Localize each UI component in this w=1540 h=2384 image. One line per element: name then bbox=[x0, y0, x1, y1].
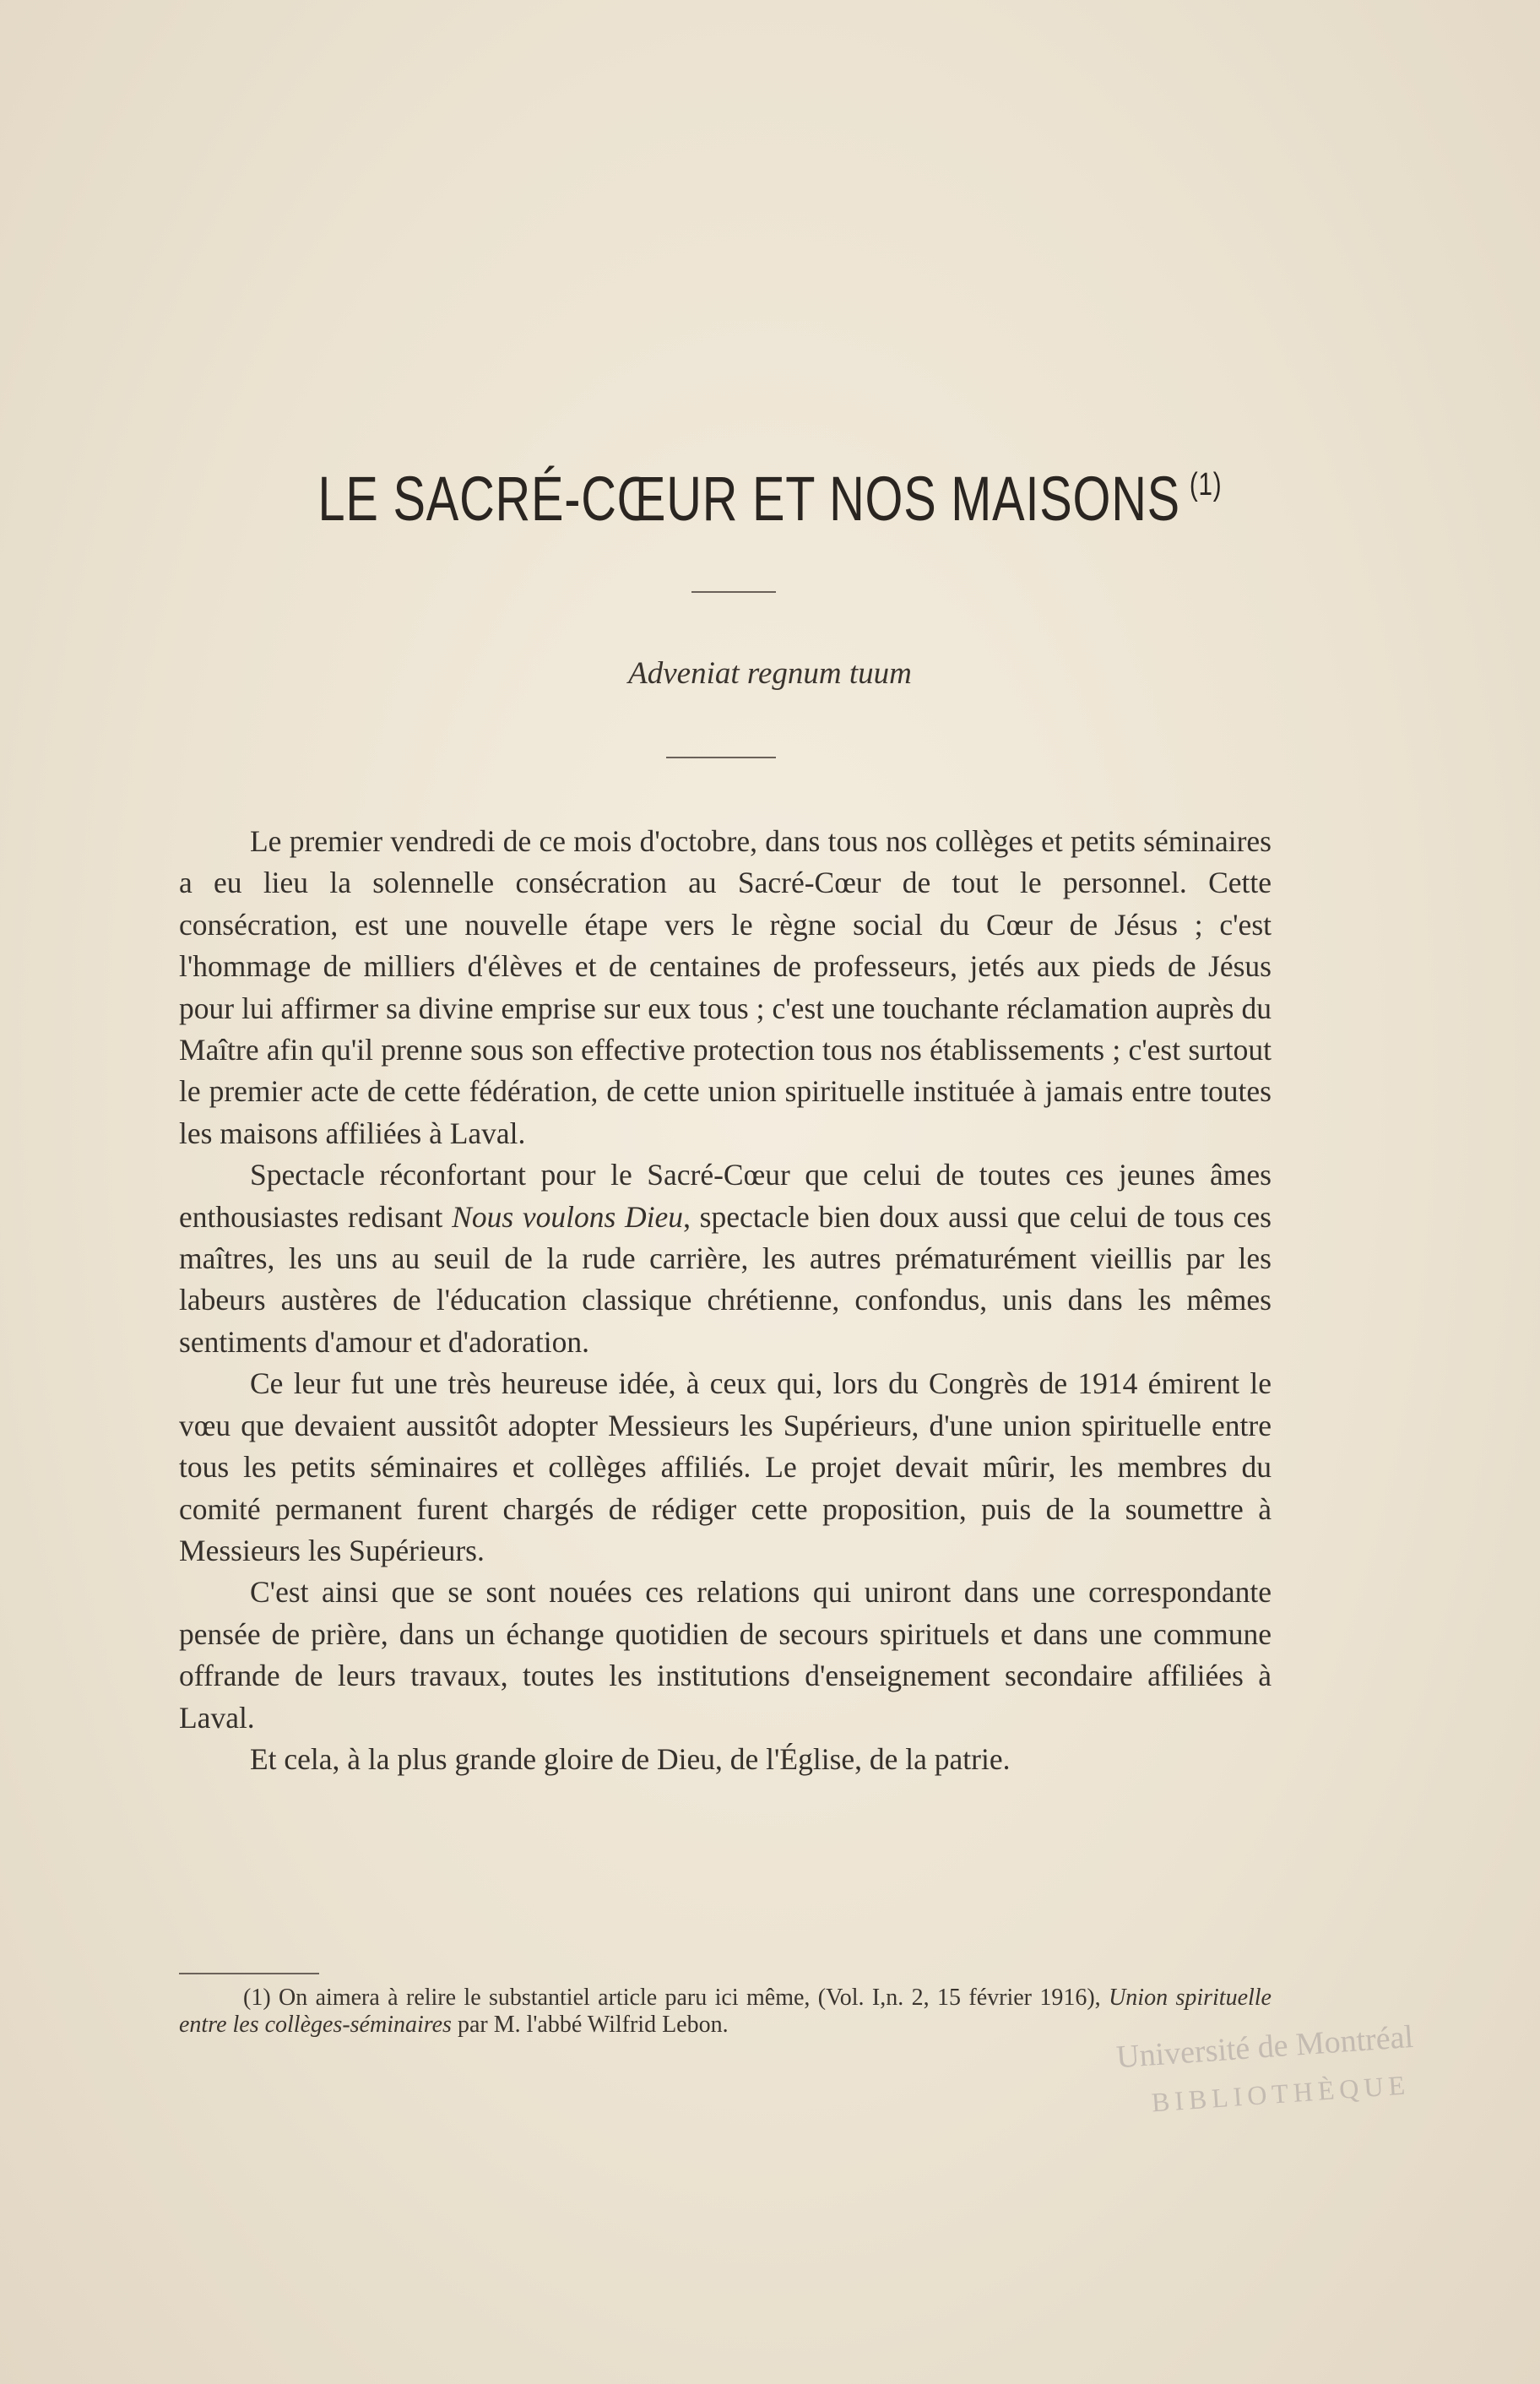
paragraph-5: Et cela, à la plus grande gloire de Dieu, de l'Église, de la patrie. bbox=[250, 1741, 1011, 1776]
footnote-part-2: par M. l'abbé Wilfrid Lebon. bbox=[451, 2012, 729, 2038]
article-body bbox=[179, 821, 1272, 1780]
paragraph-2-part-2: , spectacle bien doux aussi que celui de tous ces maîtres, les uns au seuil de la rude carrière, les autres prématurément vieillis par les labeurs austères de l'éducation classique chrétienne, confondus, unis dans les mêmes sentiments d'amour et d'adoration. bbox=[179, 1199, 1272, 1359]
footnote bbox=[179, 1985, 1272, 2039]
epigraph-divider bbox=[666, 757, 776, 758]
article-title bbox=[170, 463, 1371, 535]
footnote-part-1: (1) On aimera à relire le substantiel article paru ici même, (Vol. I,n. 2, 15 février 1916), bbox=[243, 1985, 1109, 2011]
footnote-divider bbox=[179, 1973, 319, 1974]
paragraph-3: Ce leur fut une très heureuse idée, à ceux qui, lors du Congrès de 1914 émirent le vœu que devaient aussitôt adopter Messieurs les Supérieurs, d'une union spirituelle entre tous les petits séminaires et collèges affiliés. Le projet devait mûrir, les membres du comité permanent furent chargés de rédiger cette proposition, puis de la soumettre à Messieurs les Supérieurs. bbox=[179, 1366, 1272, 1567]
title-footnote-marker: (1) bbox=[1189, 467, 1223, 502]
title-divider bbox=[691, 591, 776, 593]
paragraph-2 bbox=[179, 1154, 1272, 1363]
paragraph-1: Le premier vendredi de ce mois d'octobre, dans tous nos collèges et petits séminaires a eu lieu la solennelle consécration au Sacré-Cœur de tout le personnel. Cette consécration, est une nouvelle étape vers le règne social du Cœur de Jésus ; c'est l'hommage de milliers d'élèves et de centaines de professeurs, jetés aux pieds de Jésus pour lui affirmer sa divine emprise sur eux tous ; c'est une touchante réclamation auprès du Maître afin qu'il prenne sous son effective protection tous nos établissements ; c'est surtout le premier acte de cette fédération, de cette union spirituelle instituée à jamais entre toutes les maisons affiliées à Laval. bbox=[179, 824, 1272, 1150]
paragraph-2-italic: Nous voulons Dieu bbox=[452, 1199, 684, 1234]
stamp-line-2: BIBLIOTHÈQUE bbox=[1150, 2069, 1412, 2118]
paragraph-4: C'est ainsi que se sont nouées ces relations qui uniront dans une correspondante pensée de prière, dans un échange quotidien de secours spirituels et dans une commune offrande de leurs travaux, toutes les institutions d'enseignement secondaire affiliées à Laval. bbox=[179, 1575, 1272, 1735]
epigraph: Adveniat regnum tuum bbox=[628, 656, 912, 691]
footnote-text bbox=[179, 1985, 1272, 2039]
paragraph-2-part-1: Spectacle réconfortant pour le Sacré-Cœur que celui de toutes ces jeunes âmes enthousiastes redisant bbox=[179, 1158, 1272, 1234]
footnote-italic: Union spirituelle entre les collèges-séminaires bbox=[179, 1985, 1272, 2038]
title-text: LE SACRÉ-CŒUR ET NOS MAISONS bbox=[317, 464, 1180, 534]
stamp-line-1: Université de Montréal bbox=[1114, 2018, 1415, 2076]
